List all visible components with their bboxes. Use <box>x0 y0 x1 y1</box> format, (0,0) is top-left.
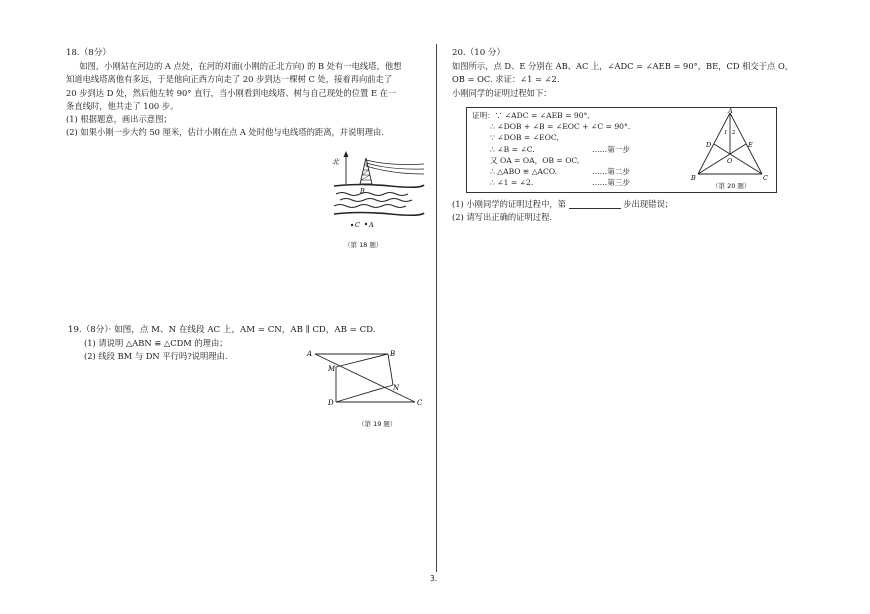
proof-line <box>472 177 630 188</box>
q19-label-N: N <box>393 384 400 392</box>
proof-text: ∴ ∠B = ∠C. <box>490 144 535 154</box>
proof-line <box>472 132 630 143</box>
proof-line <box>472 144 630 155</box>
q20-label-C: C <box>763 174 768 180</box>
proof-text: ∵ ∠DOB = ∠EOC, <box>490 133 559 143</box>
q20-statement-line-1: 如图所示，点 D、E 分别在 AB、AC 上，∠ADC = ∠AEB = 90°，BE，CD 相交于点 O， <box>452 61 794 72</box>
q20-label-B: B <box>691 174 696 180</box>
question-18 <box>66 47 426 139</box>
q20-sub-questions <box>452 198 832 224</box>
q20-figure-triangle <box>688 108 772 180</box>
q20-label-D: D <box>706 141 712 149</box>
q20-label-O: O <box>727 157 733 165</box>
proof-step-label: ……第一步 <box>592 144 630 154</box>
q18-sub-question-1: (1) 根据题意，画出示意图； <box>66 114 172 125</box>
q18-figure-river <box>330 150 426 232</box>
q20-caption: （第 20 题） <box>712 182 751 190</box>
proof-text: 证明：∵ ∠ADC = ∠AEB = 90°, <box>472 111 590 120</box>
q20-sub-question-1 <box>452 198 832 211</box>
q20-angle-1-label: 1 <box>724 130 728 136</box>
proof-text: ∴ ∠1 = ∠2. <box>490 178 534 188</box>
proof-text: 又 OA = OA，OB = OC, <box>490 155 580 165</box>
q20-intro: 小刚同学的证明过程如下： <box>452 87 552 98</box>
q19-label-D: D <box>328 399 334 407</box>
q19-label-M: M <box>328 365 336 373</box>
proof-step-label: ……第三步 <box>592 178 630 188</box>
q18-caption: （第 18 题） <box>344 241 383 249</box>
proof-line <box>472 110 630 121</box>
q19-heading: 19.（8分）· 如图，点 M、N 在线段 AC 上，AM = CN，AB ∥ CD，AB = CD. <box>68 325 376 335</box>
q19-figure-parallelogram <box>300 345 430 411</box>
proof-text: ∴ △ABO ≌ △ACO. <box>490 167 558 177</box>
q18-heading: 18.（8分） <box>66 48 111 58</box>
question-20 <box>452 47 832 100</box>
q19-label-B: B <box>390 350 396 358</box>
q20-label-A: A <box>728 108 733 115</box>
q19-label-A: A <box>307 350 313 358</box>
proof-line <box>472 166 630 177</box>
q20-sub1-text-a: (1) 小刚同学的证明过程中，第 <box>452 199 566 209</box>
q19-label-C: C <box>417 399 423 407</box>
q20-sub-question-2: (2) 请写出正确的证明过程. <box>452 212 552 223</box>
q20-sub1-text-b: 步出现错误； <box>623 199 674 209</box>
q20-label-E: E <box>748 141 753 149</box>
q19-caption: （第 19 题） <box>358 420 397 428</box>
q18-label-B: B <box>360 187 365 195</box>
proof-line <box>472 155 630 166</box>
q18-sub-question-2: (2) 如果小刚一步大约 50 厘米，估计小刚在点 A 处时他与电线塔的距离，并说明理由. <box>66 127 384 138</box>
column-divider <box>436 44 437 572</box>
q20-angle-2-label: 2 <box>732 130 736 136</box>
q20-proof <box>472 110 630 188</box>
answer-blank[interactable] <box>569 199 621 209</box>
q18-north-label: 北 <box>332 158 339 166</box>
page-number: 3. <box>430 574 438 583</box>
q18-body-line-1: 如图，小刚站在河边的 A 点处，在河的对面(小刚的正北方向) 的 B 处有一电线塔，他想 <box>79 61 402 72</box>
proof-text: ∴ ∠DOB + ∠B = ∠EOC + ∠C = 90°. <box>490 122 631 132</box>
q18-body-line-3: 20 步到达 D 处，然后他左转 90° 直行，当小刚看到电线塔、树与自己现处的位置 E 在一 <box>66 87 397 98</box>
proof-line <box>472 121 630 132</box>
q20-statement-line-2: OB = OC. 求证：∠1 = ∠2. <box>452 74 560 85</box>
q18-body-line-4: 条直线时，他共走了 100 步。 <box>66 100 179 111</box>
q19-sub-question-2: (2) 线段 BM 与 DN 平行吗?说明理由. <box>84 351 228 362</box>
q18-label-C: C <box>355 221 360 229</box>
proof-step-label: ……第二步 <box>592 167 630 177</box>
q18-label-A: A <box>369 221 374 229</box>
q19-sub-question-1: (1) 请说明 △ABN ≌ △CDM 的理由； <box>84 338 228 349</box>
q20-heading: 20.（10 分） <box>452 48 506 58</box>
q18-body-line-2: 知道电线塔离他有多远，于是他向正西方向走了 20 步到达一棵树 C 处，接着再向前走了 <box>66 74 393 85</box>
